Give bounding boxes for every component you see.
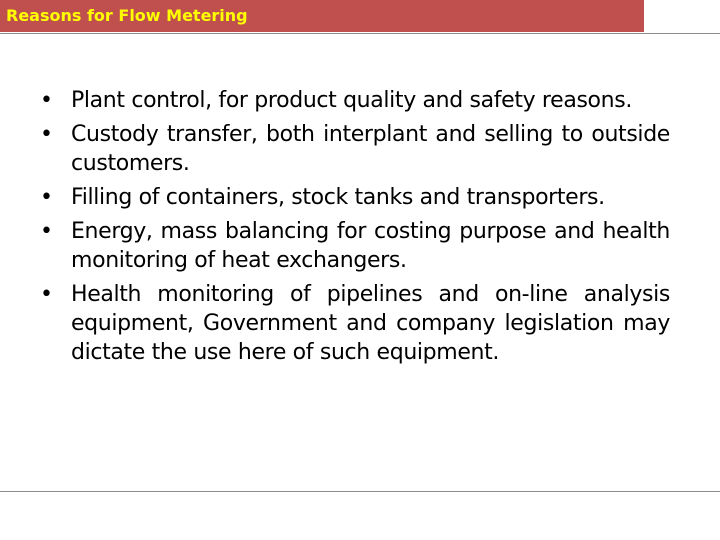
bullet-text: Custody transfer, both interplant and selling to outside customers. xyxy=(71,122,670,176)
bullet-icon: • xyxy=(40,219,53,244)
bullet-list xyxy=(40,86,670,372)
bullet-item-energy-balancing xyxy=(40,217,670,275)
bullet-text: Energy, mass balancing for costing purpose and health monitoring of heat exchangers. xyxy=(71,219,670,273)
bottom-divider xyxy=(0,491,720,492)
bullet-text: Health monitoring of pipelines and on-line analysis equipment, Government and company legislation may dictate the use here of such equipment. xyxy=(71,282,670,365)
top-divider xyxy=(0,33,720,34)
title-bar xyxy=(0,0,644,32)
bullet-icon: • xyxy=(40,122,53,147)
bullet-text: Plant control, for product quality and safety reasons. xyxy=(71,88,633,113)
bullet-text: Filling of containers, stock tanks and transporters. xyxy=(71,185,605,210)
slide-title: Reasons for Flow Metering xyxy=(6,6,248,25)
bullet-item-health-monitoring xyxy=(40,280,670,367)
bullet-icon: • xyxy=(40,185,53,210)
bullet-icon: • xyxy=(40,282,53,307)
bullet-item-filling-containers xyxy=(40,183,670,212)
bullet-icon: • xyxy=(40,88,53,113)
bullet-item-custody-transfer xyxy=(40,120,670,178)
bullet-item-plant-control xyxy=(40,86,670,115)
